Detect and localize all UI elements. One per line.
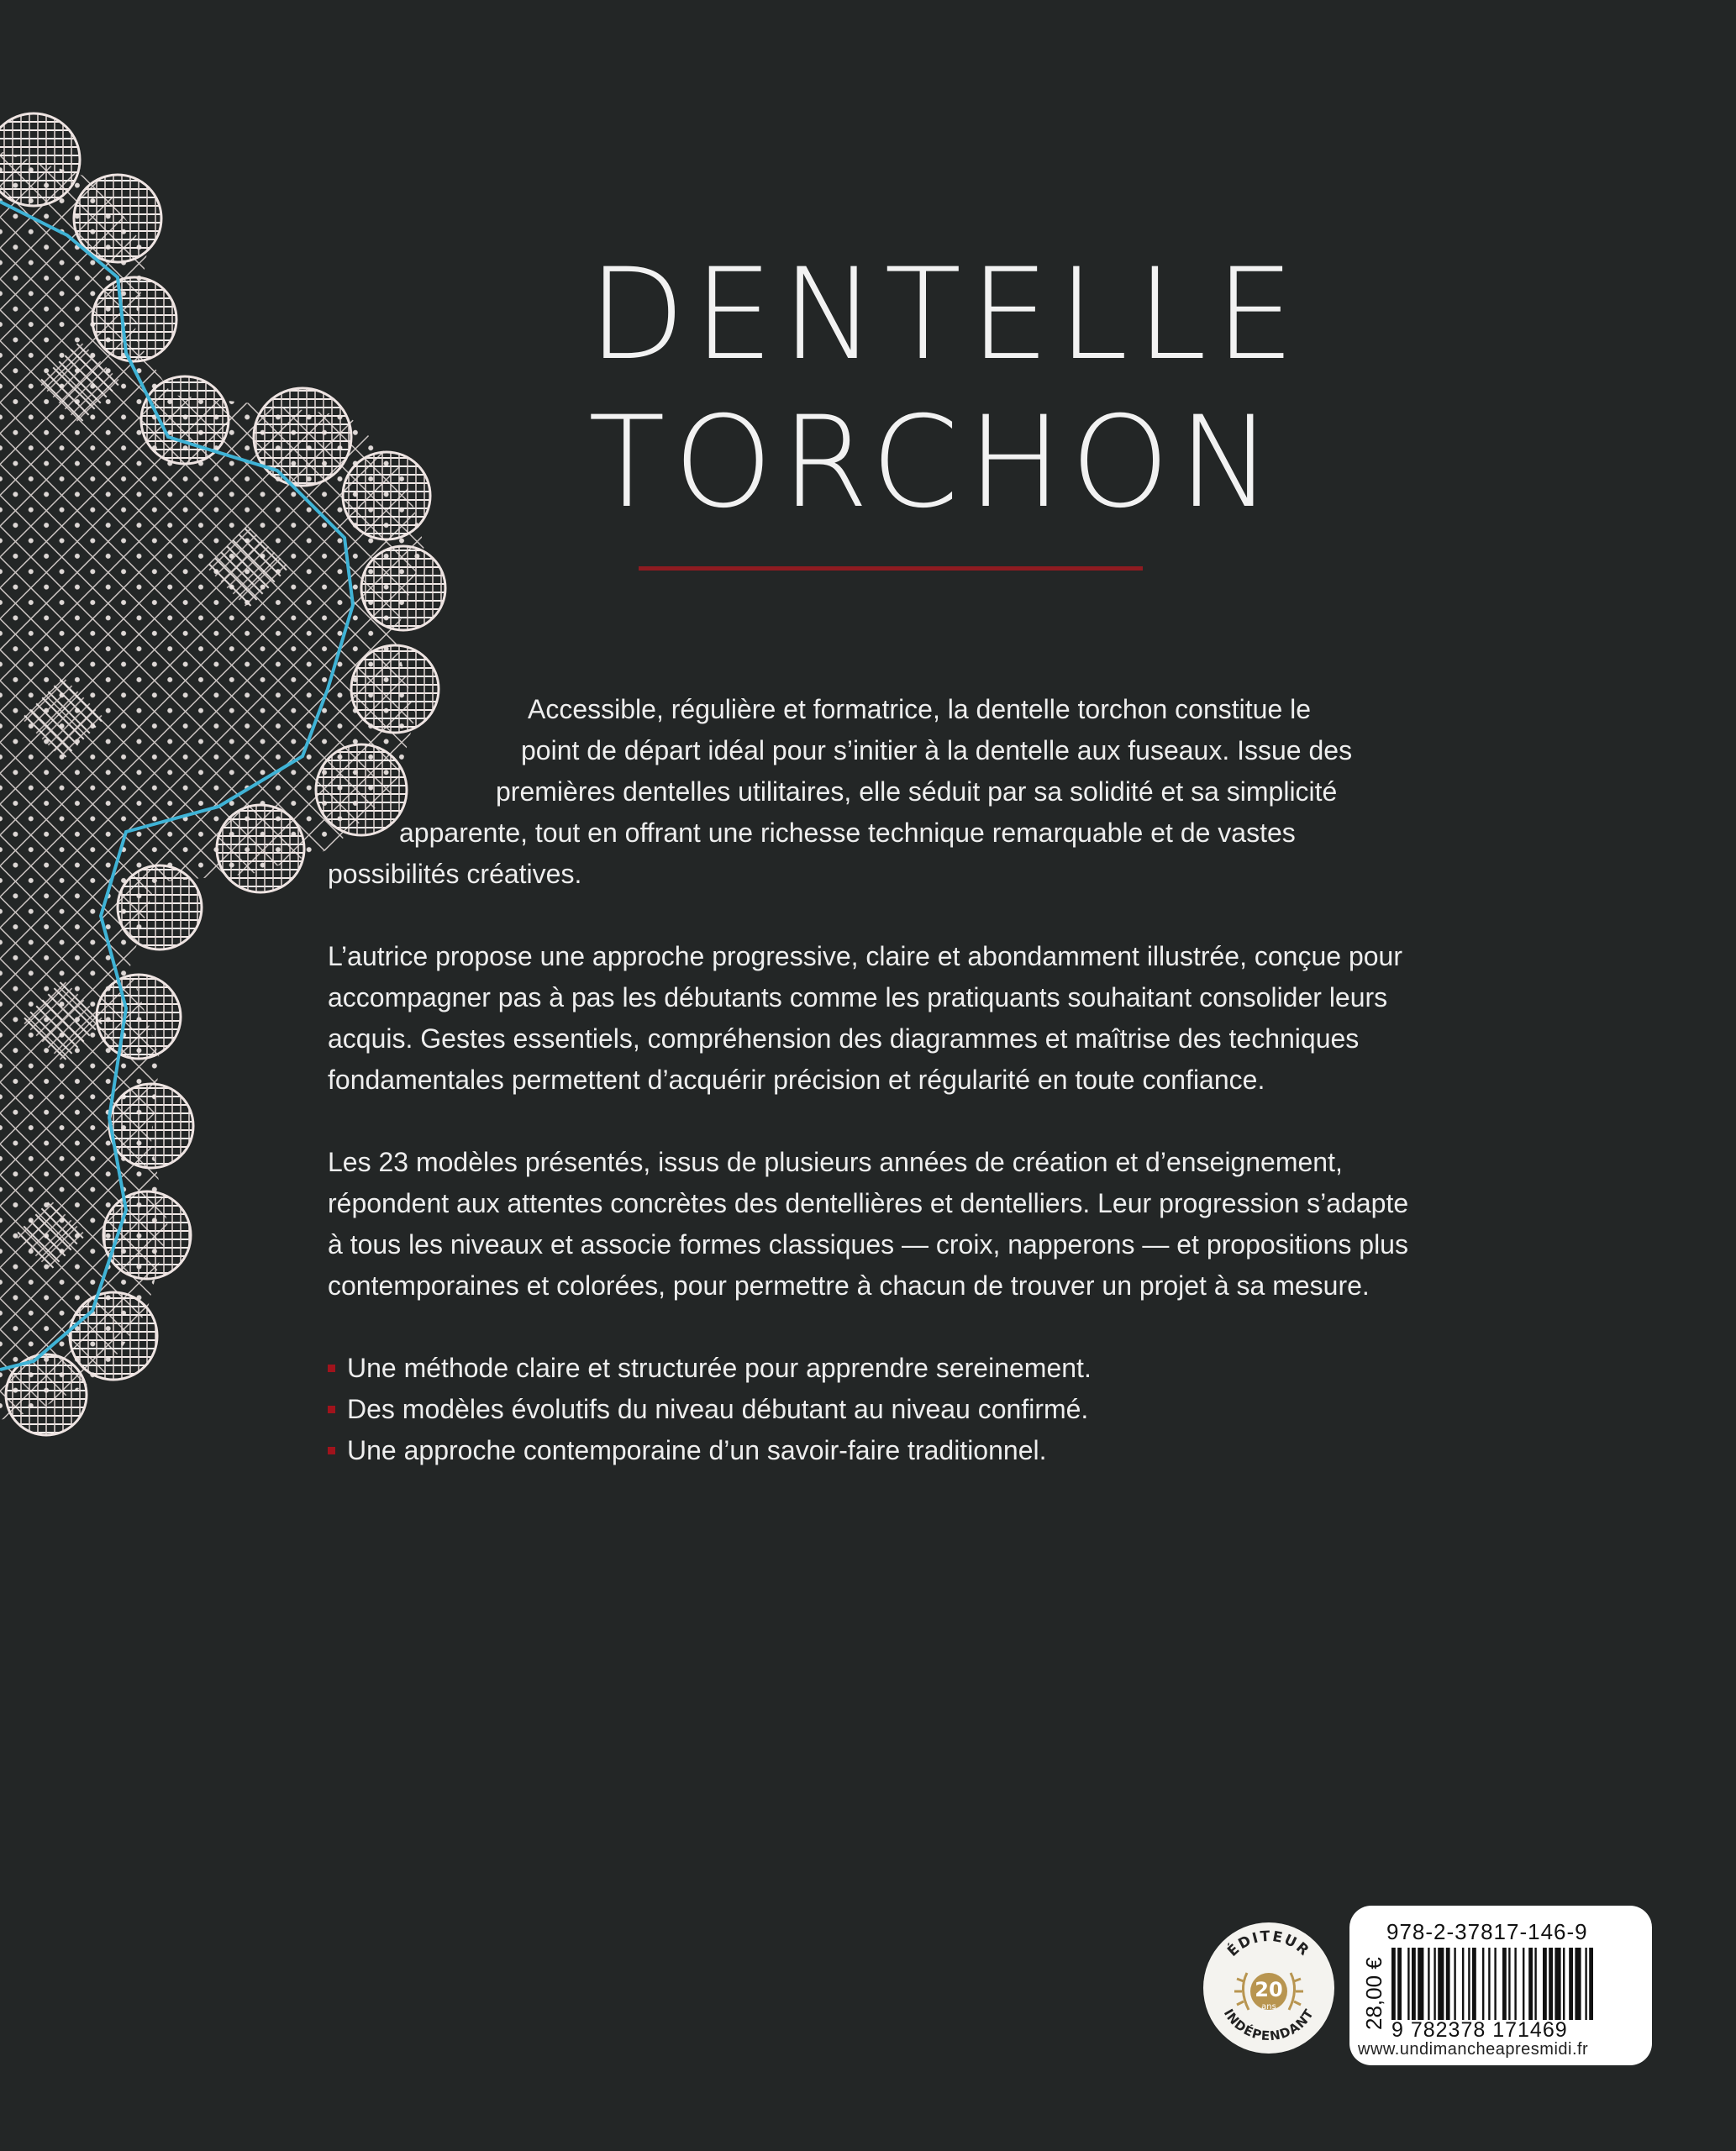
intro-paragraph — [328, 689, 1412, 895]
badge-unit: ans — [1261, 2002, 1276, 2012]
intro-line: apparente, tout en offrant une richesse technique remarquable et de vastes — [399, 818, 1296, 848]
intro-line: point de départ idéal pour s’initier à la dentelle aux fuseaux. Issue des — [521, 735, 1353, 765]
list-item-text: Des modèles évolutifs du niveau débutant au niveau confirmé. — [347, 1394, 1089, 1424]
title-line-2: TORCHON — [588, 390, 1281, 536]
badge-number: 20 — [1255, 1978, 1283, 2001]
list-item-text: Une approche contemporaine d’un savoir-faire traditionnel. — [347, 1435, 1047, 1465]
bullet-square-icon — [328, 1365, 335, 1372]
approach-paragraph: L’autrice propose une approche progressive, claire et abondamment illustrée, conçue pour accompagner pas à pas les débutants comme les pratiquants souhaitant consolider leurs acquis. Gestes essentiels, compréhension des diagrammes et maîtrise des techniques fondamentales permettent d’acquérir précision et régularité en toute confiance. — [328, 941, 1402, 1095]
isbn-text: 978-2-37817-146-9 — [1386, 1919, 1588, 1944]
badge-top-text: ÉDITEUR — [1224, 1927, 1313, 1960]
intro-line: possibilités créatives. — [328, 859, 582, 889]
bullet-square-icon — [328, 1447, 335, 1454]
price-text: 28,00 € — [1361, 1957, 1386, 2030]
list-item — [328, 1348, 1412, 1389]
feature-list — [328, 1348, 1412, 1471]
models-paragraph: Les 23 modèles présentés, issus de plusieurs années de création et d’enseignement, répondent aux attentes concrètes des dentellières et dentelliers. Leur progression s’adapte à tous les niveaux et associe formes classiques — croix, napperons — et propositions plus contemporaines et colorées, pour permettre à chacun de trouver un projet à sa mesure. — [328, 1147, 1409, 1301]
price-label — [1360, 1929, 1388, 2030]
bullet-square-icon — [328, 1406, 335, 1413]
list-item — [328, 1430, 1412, 1471]
barcode-bars — [1391, 1948, 1639, 2020]
title-divider — [639, 566, 1143, 571]
description — [328, 689, 1412, 1471]
publisher-url: www.undimancheapresmidi.fr — [1358, 2040, 1589, 2059]
list-item — [328, 1389, 1412, 1430]
intro-line: premières dentelles utilitaires, elle séduit par sa solidité et sa simplicité — [496, 776, 1338, 807]
title-line-1: DENTELLE — [588, 242, 1303, 388]
badge-bottom-text: INDÉPENDANT — [1220, 2006, 1318, 2044]
intro-line: Accessible, régulière et formatrice, la dentelle torchon constitue le — [528, 694, 1312, 724]
ean-text: 9 782378 171469 — [1391, 2018, 1568, 2042]
list-item-text: Une méthode claire et structurée pour apprendre sereinement. — [347, 1353, 1092, 1383]
independent-publisher-badge — [1203, 1922, 1334, 2054]
book-title — [588, 242, 1303, 536]
